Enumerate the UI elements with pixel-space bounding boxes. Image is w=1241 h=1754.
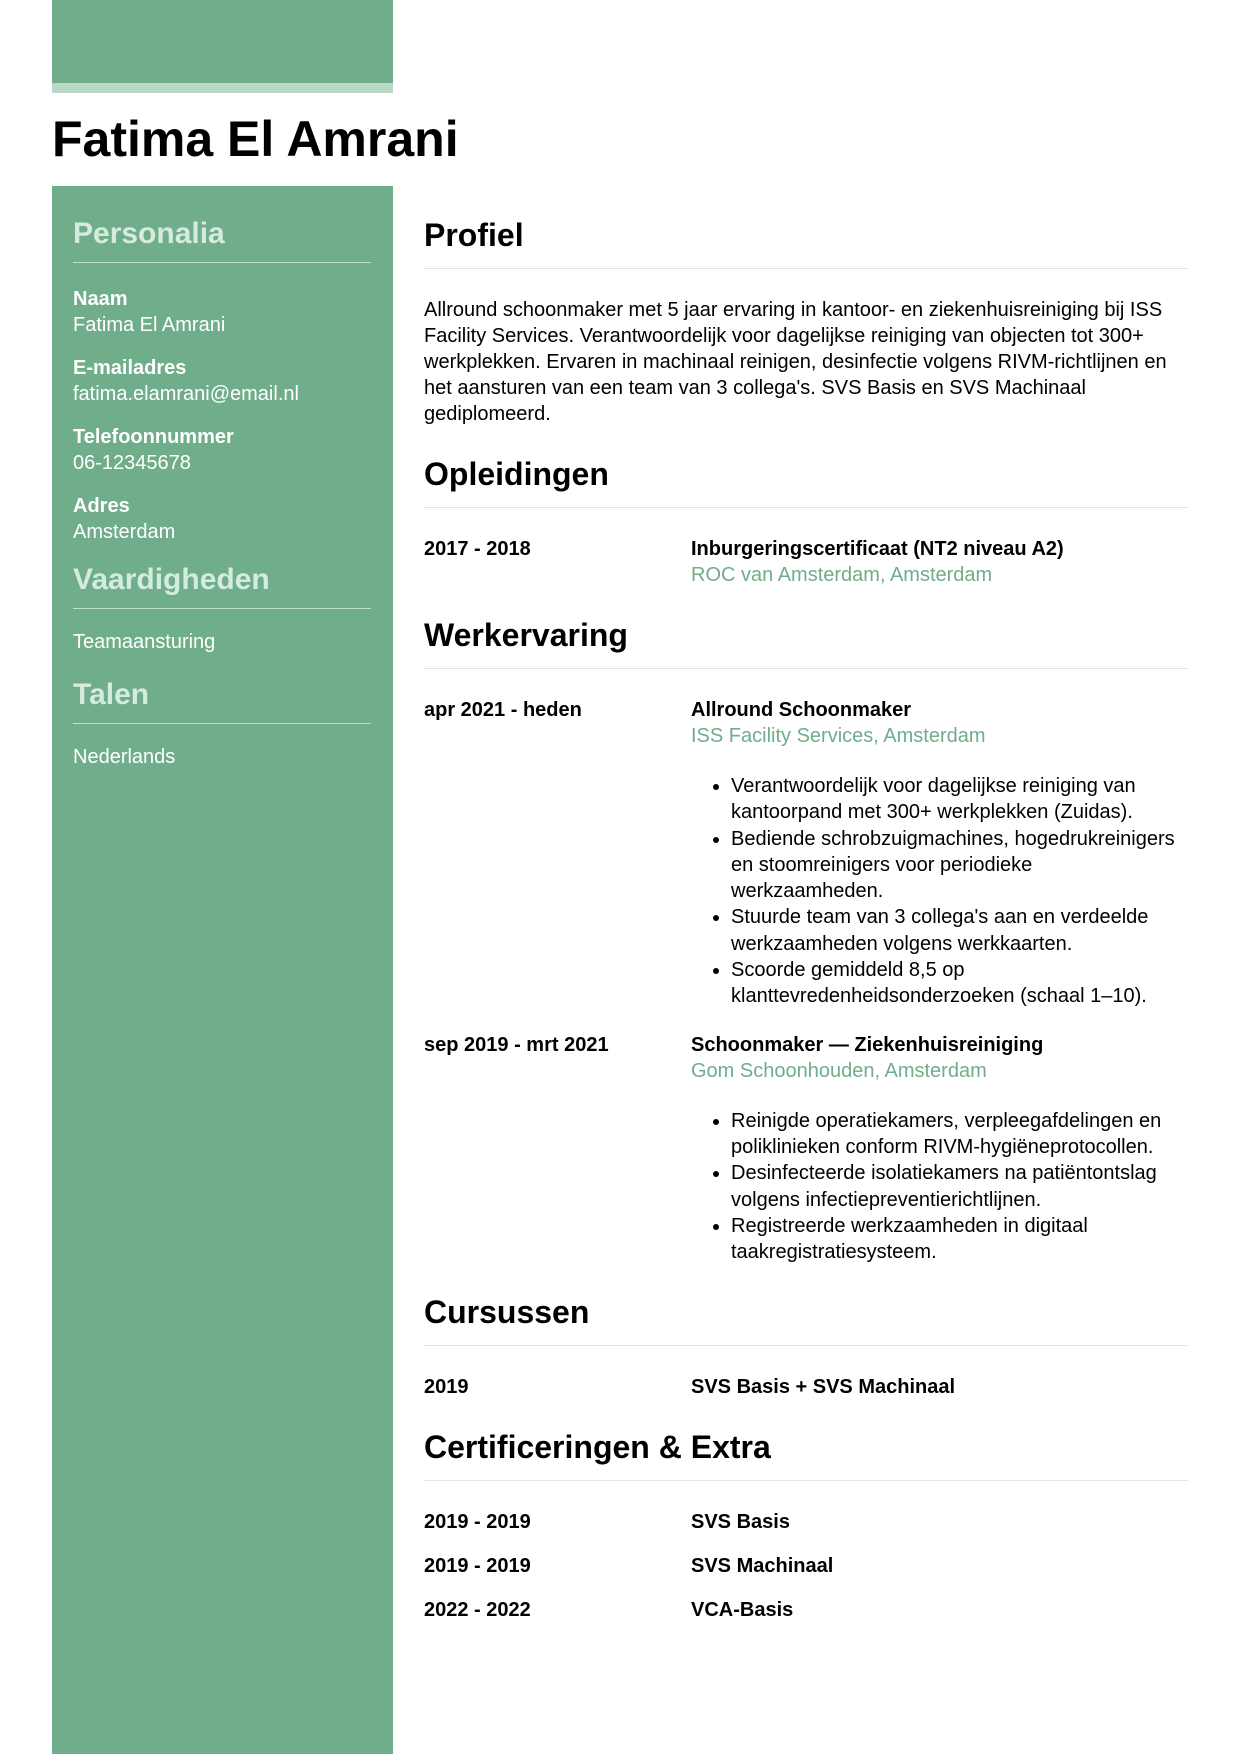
skill-item: Teamaansturing bbox=[73, 631, 216, 653]
skills-heading: Vaardigheden bbox=[73, 562, 371, 609]
experience-entry bbox=[424, 1032, 1188, 1266]
entry-date: apr 2021 - heden bbox=[424, 699, 582, 721]
entry-bullets bbox=[691, 773, 1188, 1010]
field-value[interactable]: fatima.elamrani@email.nl bbox=[73, 383, 299, 405]
bullet-item: • Stuurde team van 3 collega's aan en verdeelde werkzaamheden volgens werkkaarten. bbox=[731, 904, 1188, 957]
entry-detail bbox=[691, 1374, 1188, 1400]
certification-entry bbox=[424, 1597, 1188, 1623]
candidate-name: Fatima El Amrani bbox=[52, 111, 459, 167]
entry-date: 2019 bbox=[424, 1376, 469, 1399]
field-label: Adres bbox=[73, 495, 130, 517]
courses-section bbox=[424, 1265, 1188, 1400]
field-label: Telefoonnummer bbox=[73, 426, 234, 448]
personalia-heading: Personalia bbox=[73, 216, 371, 263]
entry-organization: ROC van Amsterdam, Amsterdam bbox=[691, 564, 993, 586]
entry-title: SVS Machinaal bbox=[691, 1555, 834, 1578]
profile-heading: Profiel bbox=[424, 186, 1188, 269]
certifications-section bbox=[424, 1400, 1188, 1623]
field-address bbox=[73, 493, 371, 545]
entry-title: Schoonmaker — Ziekenhuisreiniging bbox=[691, 1033, 1044, 1056]
entry-detail bbox=[691, 1597, 1188, 1623]
entry-date: sep 2019 - mrt 2021 bbox=[424, 1033, 609, 1056]
experience-section bbox=[424, 588, 1188, 1265]
field-email bbox=[73, 355, 371, 407]
field-name bbox=[73, 286, 371, 338]
certification-entry bbox=[424, 1553, 1188, 1579]
education-section bbox=[424, 427, 1188, 588]
education-heading: Opleidingen bbox=[424, 427, 1188, 508]
bullet-item: • Registreerde werkzaamheden in digitaal taakregistratiesysteem. bbox=[731, 1213, 1188, 1266]
entry-organization: Gom Schoonhouden, Amsterdam bbox=[691, 1059, 987, 1082]
languages-heading: Talen bbox=[73, 677, 371, 724]
experience-heading: Werkervaring bbox=[424, 588, 1188, 669]
experience-entry bbox=[424, 697, 1188, 1010]
header-color-band bbox=[52, 0, 393, 83]
bullet-item: • Bediende schrobzuigmachines, hogedrukreinigers en stoomreinigers voor periodieke werkzaamheden. bbox=[731, 826, 1188, 905]
entry-bullets bbox=[691, 1108, 1188, 1266]
course-entry bbox=[424, 1374, 1188, 1400]
header-accent-stripe bbox=[52, 83, 393, 93]
profile-section bbox=[424, 186, 1188, 427]
entry-title: Allround Schoonmaker bbox=[691, 699, 912, 721]
bullet-item: • Reinigde operatiekamers, verpleegafdelingen en poliklinieken conform RIVM-hygiëneprotocollen. bbox=[731, 1108, 1188, 1161]
certification-entry bbox=[424, 1509, 1188, 1535]
entry-date: 2019 - 2019 bbox=[424, 1555, 531, 1578]
main-content bbox=[424, 186, 1188, 1623]
profile-text: Allround schoonmaker met 5 jaar ervaring in kantoor- en ziekenhuisreiniging bij ISS Facility Services. Verantwoordelijk voor dagelijkse reiniging van objecten tot 300+ werkplekken. Ervaren in machinaal reinigen, desinfectie volgens RIVM-richtlijnen en het aansturen van een team van 3 collega's. SVS Basis en SVS Machinaal gediplomeerd. bbox=[424, 299, 1167, 425]
entry-detail bbox=[691, 697, 1188, 1010]
bullet-item: • Scoorde gemiddeld 8,5 op klanttevredenheidsonderzoeken (schaal 1–10). bbox=[731, 957, 1188, 1010]
field-phone bbox=[73, 424, 371, 476]
entry-detail bbox=[691, 1553, 1188, 1579]
entry-date: 2022 - 2022 bbox=[424, 1599, 531, 1622]
sidebar bbox=[52, 186, 393, 1754]
entry-title: VCA-Basis bbox=[691, 1599, 794, 1622]
field-value: 06-12345678 bbox=[73, 452, 191, 474]
entry-detail bbox=[691, 536, 1188, 588]
entry-detail bbox=[691, 1032, 1188, 1266]
entry-title: Inburgeringscertificaat (NT2 niveau A2) bbox=[691, 538, 1064, 560]
field-value: Fatima El Amrani bbox=[73, 314, 226, 336]
courses-heading: Cursussen bbox=[424, 1265, 1188, 1346]
certifications-heading: Certificeringen & Extra bbox=[424, 1400, 1188, 1481]
entry-title: SVS Basis bbox=[691, 1511, 790, 1534]
entry-organization: ISS Facility Services, Amsterdam bbox=[691, 725, 986, 747]
bullet-item: • Desinfecteerde isolatiekamers na patiëntontslag volgens infectiepreventierichtlijnen. bbox=[731, 1160, 1188, 1213]
entry-date: 2017 - 2018 bbox=[424, 538, 531, 560]
entry-detail bbox=[691, 1509, 1188, 1535]
personalia-list bbox=[73, 286, 371, 545]
entry-title: SVS Basis + SVS Machinaal bbox=[691, 1376, 956, 1399]
education-entry bbox=[424, 536, 1188, 588]
field-label: Naam bbox=[73, 288, 128, 310]
language-item: Nederlands bbox=[73, 746, 176, 768]
entry-date: 2019 - 2019 bbox=[424, 1511, 531, 1534]
field-value: Amsterdam bbox=[73, 521, 176, 543]
field-label: E-mailadres bbox=[73, 357, 187, 379]
bullet-item: • Verantwoordelijk voor dagelijkse reiniging van kantoorpand met 300+ werkplekken (Zuidas). bbox=[731, 773, 1188, 826]
